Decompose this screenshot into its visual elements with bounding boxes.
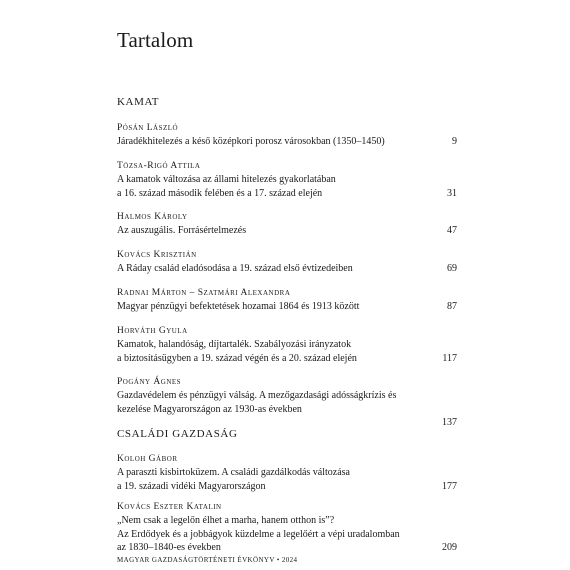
entry-title-line: A kamatok változása az állami hitelezés gyakorlatában — [117, 174, 336, 185]
entry-author: Koloh Gábor — [117, 454, 178, 464]
toc-entry[interactable] — [117, 211, 457, 238]
entry-author: Tözsa-Rigó Attila — [117, 161, 201, 171]
toc-entry[interactable] — [117, 501, 457, 555]
entry-title-line: a 19. századi vidéki Magyarországon 177 — [117, 480, 457, 492]
entry-author: Pogány Ágnes — [117, 377, 182, 387]
toc-entry[interactable] — [117, 287, 457, 314]
toc-entry[interactable] — [117, 325, 457, 365]
toc-entry[interactable] — [117, 249, 457, 276]
entry-page-number: 69 — [447, 263, 457, 274]
toc-entry[interactable] — [117, 376, 457, 430]
page-footer: MAGYAR GAZDASÁGTÖRTÉNETI ÉVKÖNYV • 2024 — [117, 556, 298, 564]
entry-page-number: 137 — [442, 417, 457, 428]
toc-entry[interactable] — [117, 122, 457, 149]
entry-page-number: 47 — [447, 225, 457, 236]
entry-author: Horváth Gyula — [117, 326, 188, 336]
entry-page-number: 117 — [442, 352, 457, 364]
entry-page-number: 177 — [442, 480, 457, 492]
entry-title-line: a 16. század második felében és a 17. század elején 31 — [117, 187, 457, 199]
section-heading-kamat: KAMAT — [117, 96, 160, 108]
toc-page — [117, 0, 457, 570]
entry-title-line: az 1830–1840-es években 209 — [117, 542, 457, 553]
entry-author: Kovács Krisztián — [117, 250, 197, 260]
entry-author: Kovács Eszter Katalin — [117, 502, 222, 512]
entry-title-line: A Ráday család eladósodása a 19. század első évtizedeiben 69 — [117, 263, 457, 274]
entry-title-line: Az Erdődyek és a jobbágyok küzdelme a legelőért a vépi uradalomban — [117, 528, 400, 540]
entry-title-line: a biztosításügyben a 19. század végén és a 20. század elején 117 — [117, 352, 457, 364]
entry-title-line: Gazdavédelem és pénzügyi válság. A mezőgazdasági adósságkrízis és — [117, 390, 397, 401]
entry-author: Halmos Károly — [117, 212, 188, 222]
toc-entry[interactable] — [117, 453, 457, 493]
toc-entry[interactable] — [117, 160, 457, 200]
entry-title-line: Az auszugális. Forrásértelmezés 47 — [117, 225, 457, 236]
entry-title-line: Járadékhitelezés a késő középkori porosz városokban (1350–1450) 9 — [117, 136, 457, 147]
entry-title-line: A paraszti kisbirtoküzem. A családi gazdálkodás változása — [117, 467, 350, 478]
entry-title-line: kezelése Magyarországon az 1930-as években — [117, 403, 302, 415]
entry-author: Radnai Márton – Szatmári Alexandra — [117, 288, 291, 298]
entry-page-number: 9 — [452, 136, 457, 147]
entry-page-number: 87 — [447, 301, 457, 312]
entry-author: Pósán László — [117, 123, 179, 133]
entry-page-number: 209 — [442, 542, 457, 553]
entry-title-line: Magyar pénzügyi befektetések hozamai 1864 és 1913 között 87 — [117, 301, 457, 312]
section-heading-csaladi-gazdasag: CSALÁDI GAZDASÁG — [117, 428, 238, 440]
page-title: Tartalom — [117, 28, 194, 52]
entry-page-number: 31 — [447, 187, 457, 199]
entry-title-line: Kamatok, halandóság, díjtartalék. Szabályozási irányzatok — [117, 339, 352, 350]
entry-title-line: „Nem csak a legelőn élhet a marha, hanem otthon is”? — [117, 515, 335, 526]
